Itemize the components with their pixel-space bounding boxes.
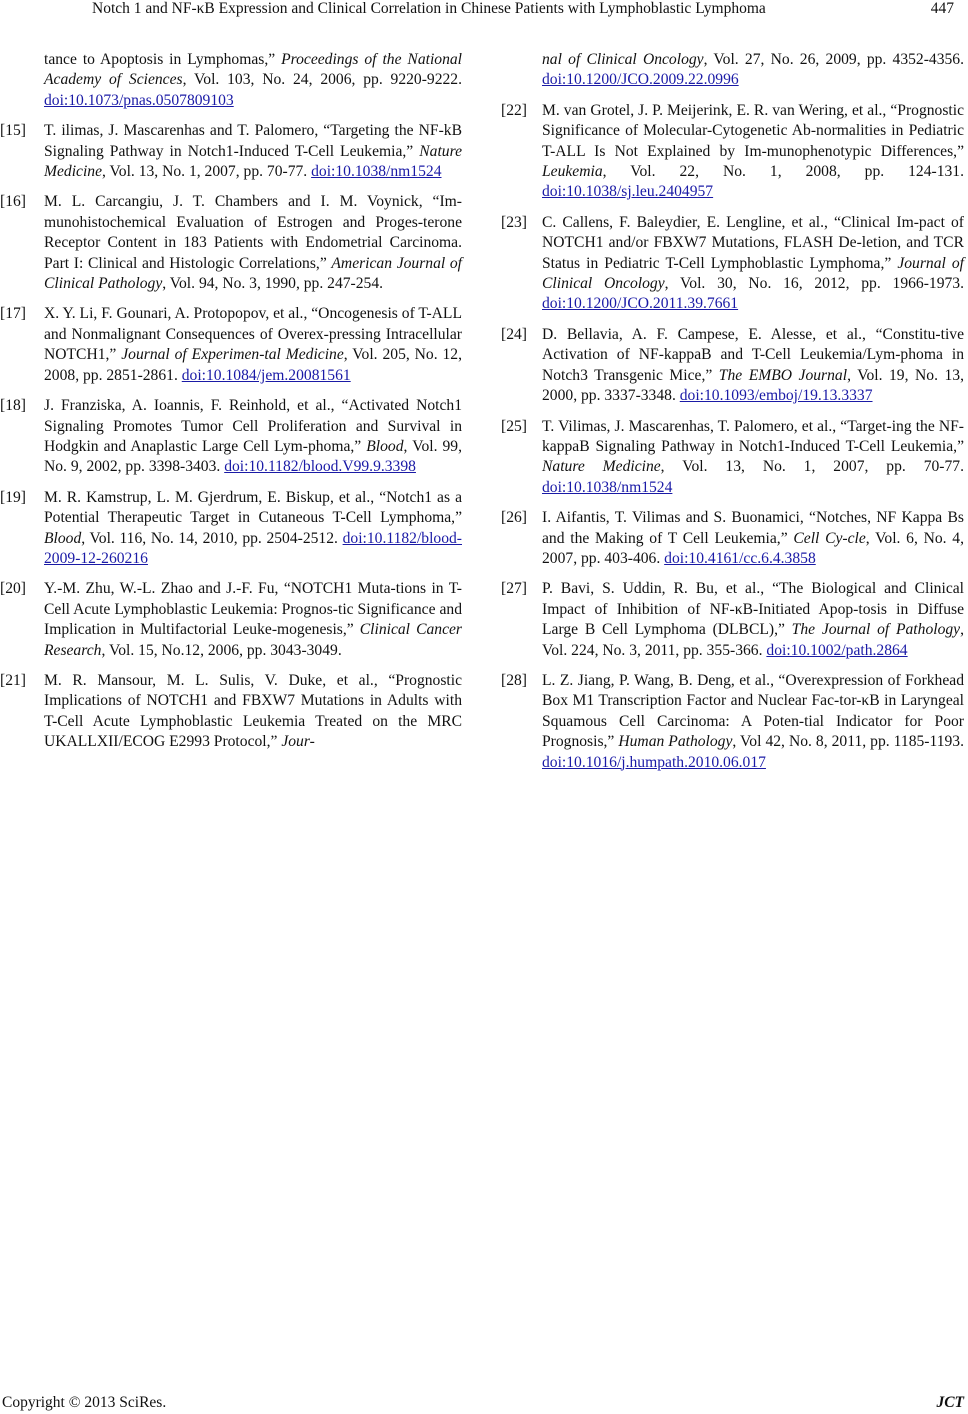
doi-link[interactable]: doi:10.1182/blood-2009-12-260216 <box>44 529 462 567</box>
reference-text: P. Bavi, S. Uddin, R. Bu, et al., “The Biological and Clinical Impact of Inhibition of NF-κB-Initiated Apop-tosis in Diffuse Large B Cell Lymphoma (DLBCL),” The Journal of Pathology, Vol. 224, No. 3, 2011, pp. 355-366. doi:10.1002/path.2864 <box>542 580 964 659</box>
doi-link[interactable]: doi:10.4161/cc.6.4.3858 <box>664 549 816 567</box>
reference-item <box>0 121 462 182</box>
reference-text: L. Z. Jiang, P. Wang, B. Deng, et al., “Overexpression of Forkhead Box M1 Transcription Factor and Nuclear Fac-tor-κB in Laryngeal Squamous Cell Carcinoma: A Poten-tial Indicator for Poor Prognosis,” Human Pathology, Vol 42, No. 8, 2011, pp. 1185-1193. doi:10.1016/j.humpath.2010.06.017 <box>542 671 964 771</box>
doi-link[interactable]: doi:10.1093/emboj/19.13.3337 <box>679 387 873 405</box>
doi-link[interactable]: doi:10.1200/JCO.2009.22.0996 <box>542 71 739 89</box>
journal-abbreviation: JCT <box>936 1394 964 1411</box>
doi-link[interactable]: doi:10.1038/sj.leu.2404957 <box>542 183 714 201</box>
doi-link[interactable]: doi:10.1016/j.humpath.2010.06.017 <box>542 753 766 771</box>
running-title: Notch 1 and NF-κB Expression and Clinical Correlation in Chinese Patients with Lymphoblastic Lymphoma <box>92 0 766 17</box>
reference-item <box>504 50 964 91</box>
reference-item <box>0 396 463 478</box>
reference-text: M. R. Mansour, M. L. Sulis, V. Duke, et al., “Prognostic Implications of NOTCH1 and FBXW7 Mutations in Adults with T-Cell Acute Lymphoblastic Leukemia Treated on the MRC UKALLXII/ECOG E2993 Protocol,” Jour- <box>44 671 462 751</box>
doi-link[interactable]: doi:10.1038/nm1524 <box>311 163 442 181</box>
reference-item <box>501 101 964 203</box>
reference-text: M. van Grotel, J. P. Meijerink, E. R. van Wering, et al., “Prognostic Significance of Molecular-Cytogenetic Ab-normalities in Pediatric T-ALL Is Not Explained by Im-munophenotypic Differences,” Leukemia, Vol. 22, No. 1, 2008, pp. 124-131. doi:10.1038/sj.leu.2404957 <box>542 101 964 201</box>
reference-number: [25] <box>501 417 527 435</box>
doi-link[interactable]: doi:10.1200/JCO.2011.39.7661 <box>542 295 739 313</box>
reference-text: C. Callens, F. Baleydier, E. Lengline, et al., “Clinical Im-pact of NOTCH1 and/or FBXW7 Mutations, FLASH De-letion, and TCR Status in Pediatric T-Cell Lymphoblastic Lymphoma,” Journal of Clinical Oncology, Vol. 30, No. 16, 2012, pp. 1966-1973. doi:10.1200/JCO.2011.39.7661 <box>542 213 964 313</box>
reference-item <box>501 325 965 407</box>
reference-number: [18] <box>0 397 26 415</box>
reference-number: [28] <box>501 671 527 689</box>
reference-text: I. Aifantis, T. Vilimas and S. Buonamici, “Notches, NF Kappa Bs and the Making of T Cell Leukemia,” Cell Cy-cle, Vol. 6, No. 4, 2007, pp. 403-406. doi:10.4161/cc.6.4.3858 <box>542 509 965 567</box>
reference-number: [24] <box>501 325 527 343</box>
reference-item <box>0 192 463 294</box>
reference-item <box>0 671 462 753</box>
reference-item <box>0 579 462 661</box>
doi-link[interactable]: doi:10.1084/jem.20081561 <box>181 366 351 384</box>
reference-text: Y.-M. Zhu, W.-L. Zhao and J.-F. Fu, “NOTCH1 Muta-tions in T-Cell Acute Lymphoblastic Leukemia: Prognos-tic Significance and Implication in Multifactorial Leuke-mogenesis,” Clinical Cancer Research, Vol. 15, No.12, 2006, pp. 3043-3049. <box>44 580 462 659</box>
reference-item <box>26 50 462 111</box>
reference-text: nal of Clinical Oncology, Vol. 27, No. 26, 2009, pp. 4352-4356. doi:10.1200/JCO.2009.22.0996 <box>542 51 965 89</box>
doi-link[interactable]: doi:10.1038/nm1524 <box>542 478 673 496</box>
reference-item <box>501 579 964 661</box>
reference-number: [19] <box>0 488 26 506</box>
copyright-text: Copyright © 2013 SciRes. <box>2 1394 167 1411</box>
reference-text: D. Bellavia, A. F. Campese, E. Alesse, et al., “Constitu-tive Activation of NF-kappaB and T-Cell Leukemia/Lym-phoma in Notch3 Transgenic Mice,” The EMBO Journal, Vol. 19, No. 13, 2000, pp. 3337-3348. doi:10.1093/emboj/19.13.3337 <box>542 325 965 405</box>
reference-column-right <box>501 50 965 783</box>
reference-item <box>501 508 965 569</box>
reference-number: [26] <box>501 509 527 527</box>
reference-item <box>501 671 964 773</box>
reference-item <box>0 304 462 386</box>
reference-number: [20] <box>0 580 26 598</box>
reference-text: M. R. Kamstrup, L. M. Gjerdrum, E. Biskup, et al., “Notch1 as a Potential Therapeutic Target in Cutaneous T-Cell Lymphoma,” Blood, Vol. 116, No. 14, 2010, pp. 2504-2512. doi:10.1182/blood-2009-12-260216 <box>44 488 462 567</box>
reference-text: M. L. Carcangiu, J. T. Chambers and I. M. Voynick, “Im-munohistochemical Evaluation of Estrogen and Proges-terone Receptor Content in 183 Patients with Endometrial Carcinoma. Part I: Clinical and Histologic Correlations,” American Journal of Clinical Pathology, Vol. 94, No. 3, 1990, pp. 247-254. <box>44 193 463 293</box>
reference-text: T. Vilimas, J. Mascarenhas, T. Palomero, et al., “Target-ing the NF-kappaB Signaling Pathway in Notch1-Induced T-Cell Leukemia,” Nature Medicine, Vol. 13, No. 1, 2007, pp. 70-77. doi:10.1038/nm1524 <box>542 417 964 496</box>
reference-item <box>501 213 964 315</box>
reference-text: T. ilimas, J. Mascarenhas and T. Palomero, “Targeting the NF-kB Signaling Pathway in Notch1-Induced T-Cell Leukemia,” Nature Medicine, Vol. 13, No. 1, 2007, pp. 70-77. doi:10.1038/nm1524 <box>44 122 462 181</box>
reference-number: [23] <box>501 213 527 231</box>
reference-item <box>0 488 462 570</box>
reference-text: tance to Apoptosis in Lymphomas,” Proceedings of the National Academy of Sciences, Vol. 103, No. 24, 2006, pp. 9220-9222. doi:10.1073/pnas.0507809103 <box>44 51 463 109</box>
doi-link[interactable]: doi:10.1073/pnas.0507809103 <box>44 91 234 109</box>
reference-number: [16] <box>0 193 26 211</box>
reference-number: [22] <box>501 101 527 119</box>
reference-number: [15] <box>0 122 26 140</box>
page-number: 447 <box>930 0 954 17</box>
running-header <box>0 0 968 26</box>
reference-column-left <box>0 50 463 763</box>
reference-number: [17] <box>0 305 26 323</box>
reference-number: [21] <box>0 671 26 689</box>
reference-item <box>501 417 964 499</box>
doi-link[interactable]: doi:10.1002/path.2864 <box>766 641 908 659</box>
reference-text: J. Franziska, A. Ioannis, F. Reinhold, et al., “Activated Notch1 Signaling Promotes Tumor Cell Proliferation and Survival in Hodgkin and Anaplastic Large Cell Lym-phoma,” Blood, Vol. 99, No. 9, 2002, pp. 3398-3403. doi:10.1182/blood.V99.9.3398 <box>44 397 463 476</box>
reference-number: [27] <box>501 580 527 598</box>
reference-text: X. Y. Li, F. Gounari, A. Protopopov, et al., “Oncogenesis of T-ALL and Nonmalignant Consequences of Overex-pressing Intracellular NOTCH1,” Journal of Experimen-tal Medicine, Vol. 205, No. 12, 2008, pp. 2851-2861. doi:10.1084/jem.20081561 <box>44 305 462 384</box>
doi-link[interactable]: doi:10.1182/blood.V99.9.3398 <box>224 458 416 476</box>
